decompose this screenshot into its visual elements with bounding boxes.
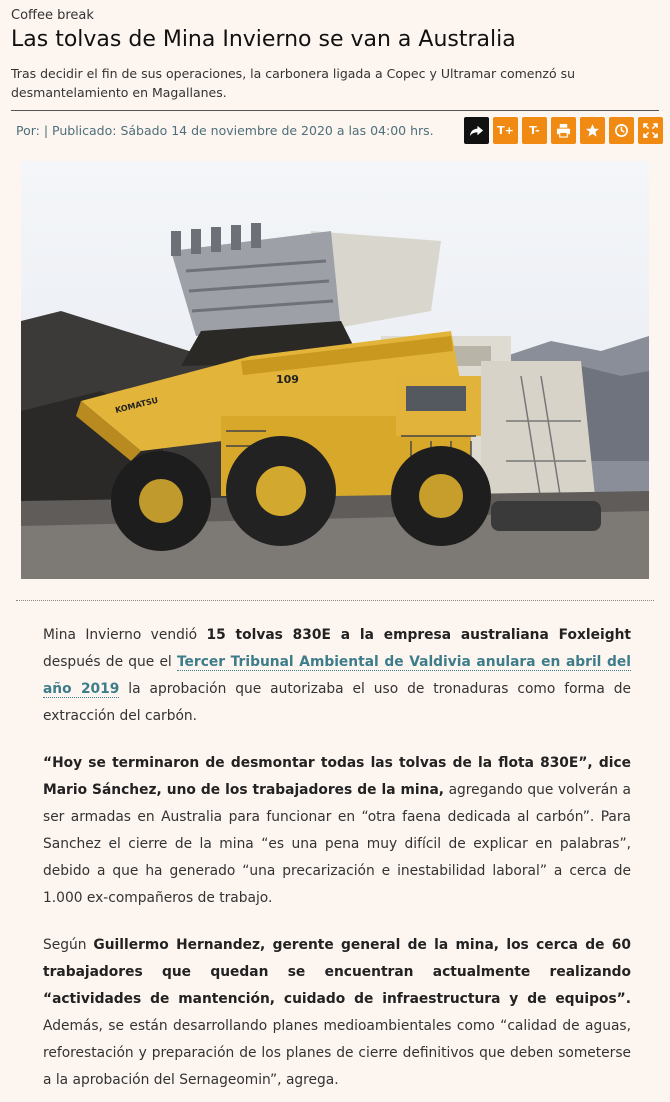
p3-bold-1: Guillermo Hernandez, gerente general de la mina, los cerca de 60 trabajadores que quedan se encuentran actualmente realizando “actividades de mantención, cuidado de infraestructura y de equipos”.	[43, 937, 631, 1007]
p1-bold-1: 15 tolvas 830E a la empresa australiana Foxleight	[206, 627, 631, 643]
content-divider	[16, 600, 654, 601]
article-body	[43, 622, 631, 1102]
p2-bold-1: “Hoy se terminaron de desmontar todas las tolvas de la flota 830E”, dice Mario Sánchez, uno de los trabajadores de la mina,	[43, 755, 631, 798]
section-label[interactable]: Coffee break	[11, 8, 94, 23]
expand-icon	[643, 123, 658, 138]
article-paragraph-3	[43, 932, 631, 1094]
truck-brand: KOMATSU	[114, 395, 160, 415]
truck-number: 109	[276, 373, 299, 386]
increase-text-button[interactable]: T+	[493, 117, 518, 144]
star-icon	[585, 123, 600, 138]
article-paragraph-1	[43, 622, 631, 730]
share-button[interactable]	[464, 117, 489, 144]
p1-text-1: Mina Invierno vendió	[43, 627, 207, 643]
decrease-text-button[interactable]: T-	[522, 117, 547, 144]
article-paragraph-2	[43, 750, 631, 912]
article-toolbar	[464, 117, 663, 144]
p2-text-1: agregando que volverán a ser armadas en Australia para funcionar en “otra faena dedicada al carbón”. Para Sanchez el cierre de la mina “es una pena muy difícil de explicar en palabras”, debido a que ha generado “una precarización e inestabilidad laboral” a cerca de 1.000 ex-compañeros de trabajo.	[43, 782, 631, 906]
history-button[interactable]	[609, 117, 634, 144]
p3-text-2: Además, se están desarrollando planes medioambientales como “calidad de aguas, reforestación y preparación de los planes de cierre definitivos que deben someterse a la aprobación del Sernageomin”, agrega.	[43, 1018, 631, 1088]
article-subtitle: Tras decidir el fin de sus operaciones, la carbonera ligada a Copec y Ultramar comenzó su desmantelamiento en Magallanes.	[11, 66, 576, 100]
page-title: Las tolvas de Mina Invierno se van a Australia	[11, 27, 516, 52]
tribunal-link[interactable]: Tercer Tribunal Ambiental de Valdivia anulara en abril del año 2019	[43, 654, 631, 697]
byline: Por: | Publicado: Sábado 14 de noviembre de 2020 a las 04:00 hrs.	[16, 123, 434, 138]
clock-icon	[614, 123, 629, 138]
print-icon	[556, 123, 571, 138]
p1-text-2: después de que el	[43, 654, 177, 670]
fullscreen-button[interactable]	[638, 117, 663, 144]
share-icon	[469, 123, 484, 138]
p1-text-3: la aprobación que autorizaba el uso de tronaduras como forma de extracción del carbón.	[43, 681, 631, 724]
article-photo	[21, 161, 649, 579]
p3-text-1: Según	[43, 937, 94, 953]
header-divider	[11, 110, 659, 111]
favorite-button[interactable]	[580, 117, 605, 144]
print-button[interactable]	[551, 117, 576, 144]
mining-truck-illustration	[21, 161, 649, 579]
